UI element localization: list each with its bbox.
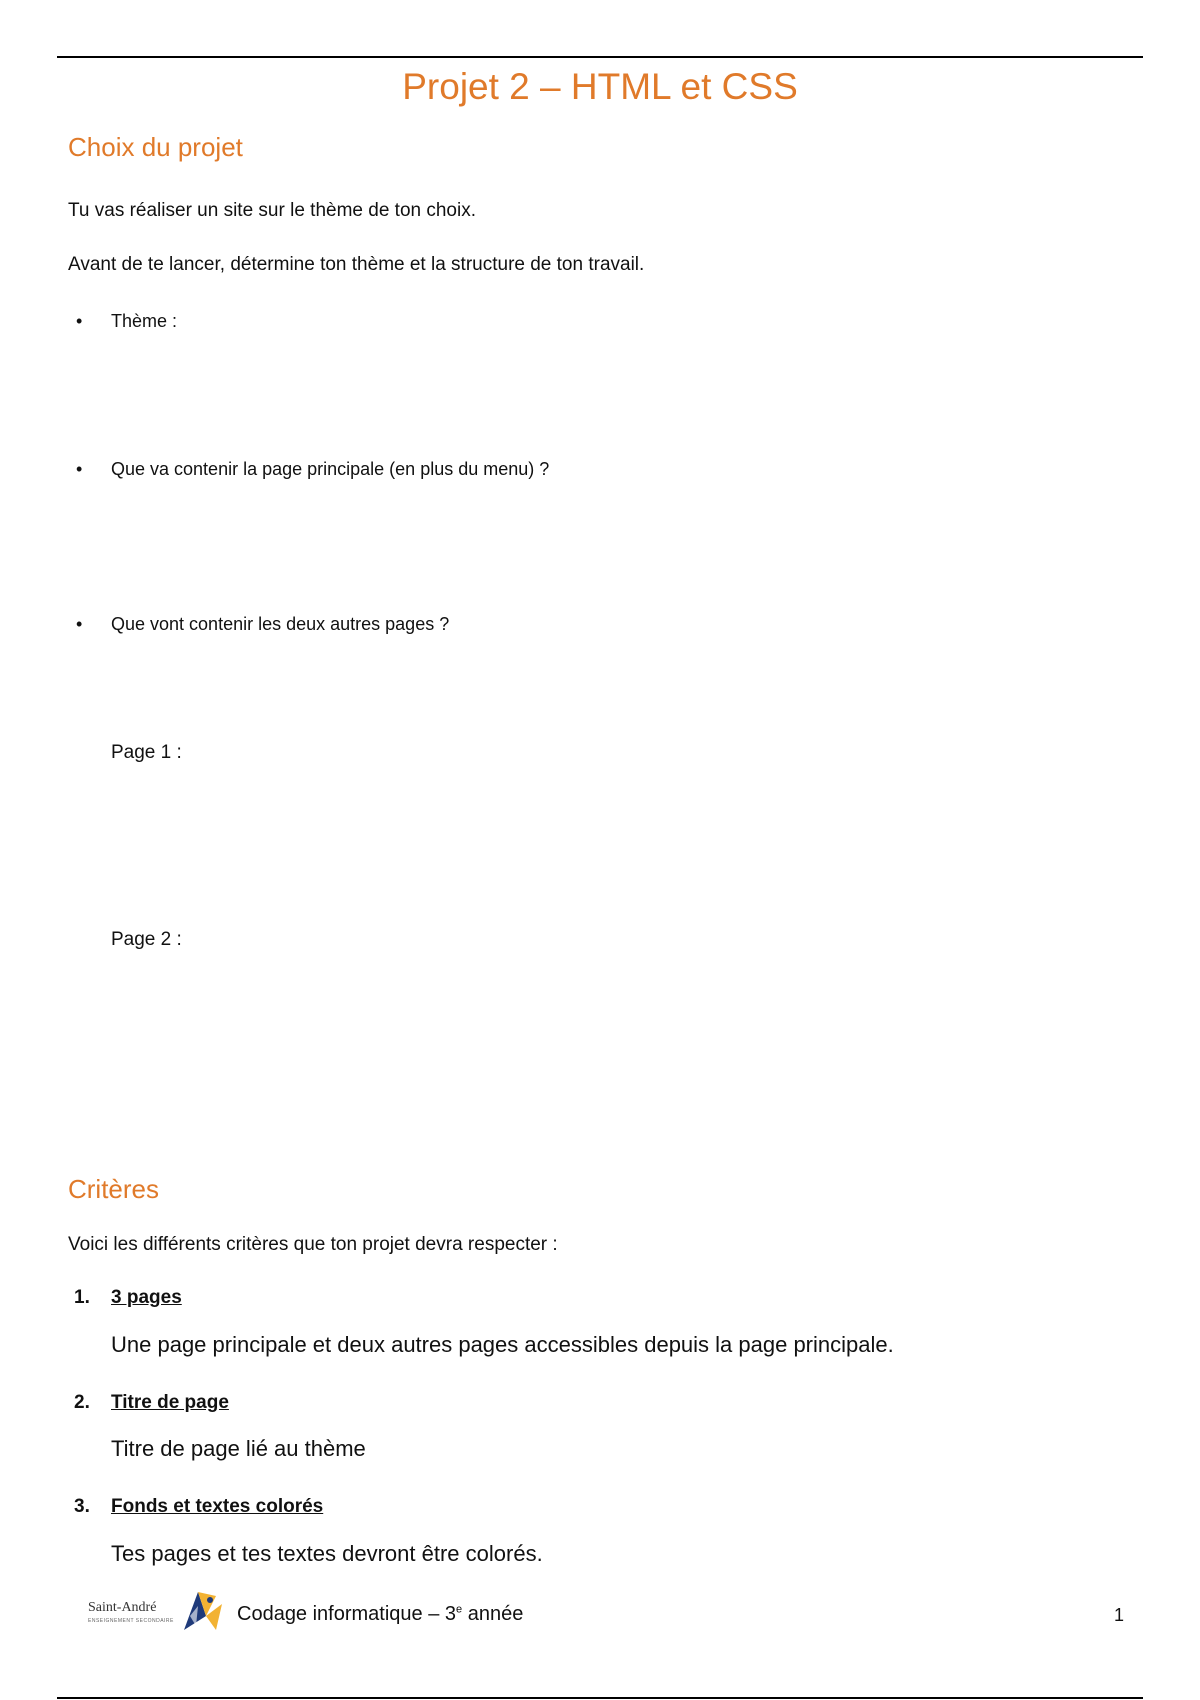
criterion-1-title: 3 pages xyxy=(111,1287,182,1308)
bullet-theme-label: Thème : xyxy=(111,311,178,331)
criterion-3-number: 3. xyxy=(74,1496,90,1517)
bullet-dot: • xyxy=(76,311,83,331)
criterion-1-description: Une page principale et deux autres pages accessibles depuis la page principale. xyxy=(111,1332,894,1357)
page-1-label: Page 1 : xyxy=(111,742,182,763)
bullet-dot: • xyxy=(76,614,83,634)
page-number: 1 xyxy=(1113,1605,1124,1625)
footer-course-suffix: année xyxy=(462,1603,524,1625)
footer-course-prefix: Codage informatique – 3 xyxy=(237,1603,457,1625)
school-logo xyxy=(88,1586,228,1638)
criterion-3-description: Tes pages et tes textes devront être colorés. xyxy=(111,1541,543,1566)
criterion-2-number: 2. xyxy=(74,1392,90,1413)
footer-course xyxy=(237,1603,523,1626)
paragraph-intro: Tu vas réaliser un site sur le thème de ton choix. xyxy=(68,200,476,221)
logo-text: Saint-André xyxy=(88,1600,157,1615)
criterion-3-title: Fonds et textes colorés xyxy=(111,1496,324,1517)
criteria-intro: Voici les différents critères que ton projet devra respecter : xyxy=(68,1234,558,1255)
footer-course-sup: e xyxy=(456,1603,463,1616)
page-2-label: Page 2 : xyxy=(111,929,182,950)
section-heading-choix: Choix du projet xyxy=(68,132,243,162)
bullet-main-page-label: Que va contenir la page principale (en plus du menu) ? xyxy=(111,459,550,479)
logo-subtext: ENSEIGNEMENT SECONDAIRE xyxy=(88,1618,174,1624)
bullet-dot: • xyxy=(76,459,83,479)
criterion-2-title: Titre de page xyxy=(111,1392,229,1413)
bullet-other-pages-label: Que vont contenir les deux autres pages ? xyxy=(111,614,450,634)
paragraph-structure: Avant de te lancer, détermine ton thème et la structure de ton travail. xyxy=(68,254,645,275)
section-heading-criteres: Critères xyxy=(68,1174,160,1204)
criterion-2-description: Titre de page lié au thème xyxy=(111,1436,366,1461)
document-title: Projet 2 – HTML et CSS xyxy=(402,66,798,107)
criterion-1-number: 1. xyxy=(74,1287,90,1308)
logo-mark-icon xyxy=(176,1586,226,1636)
top-rule xyxy=(57,56,1143,58)
bottom-rule xyxy=(57,1697,1143,1699)
